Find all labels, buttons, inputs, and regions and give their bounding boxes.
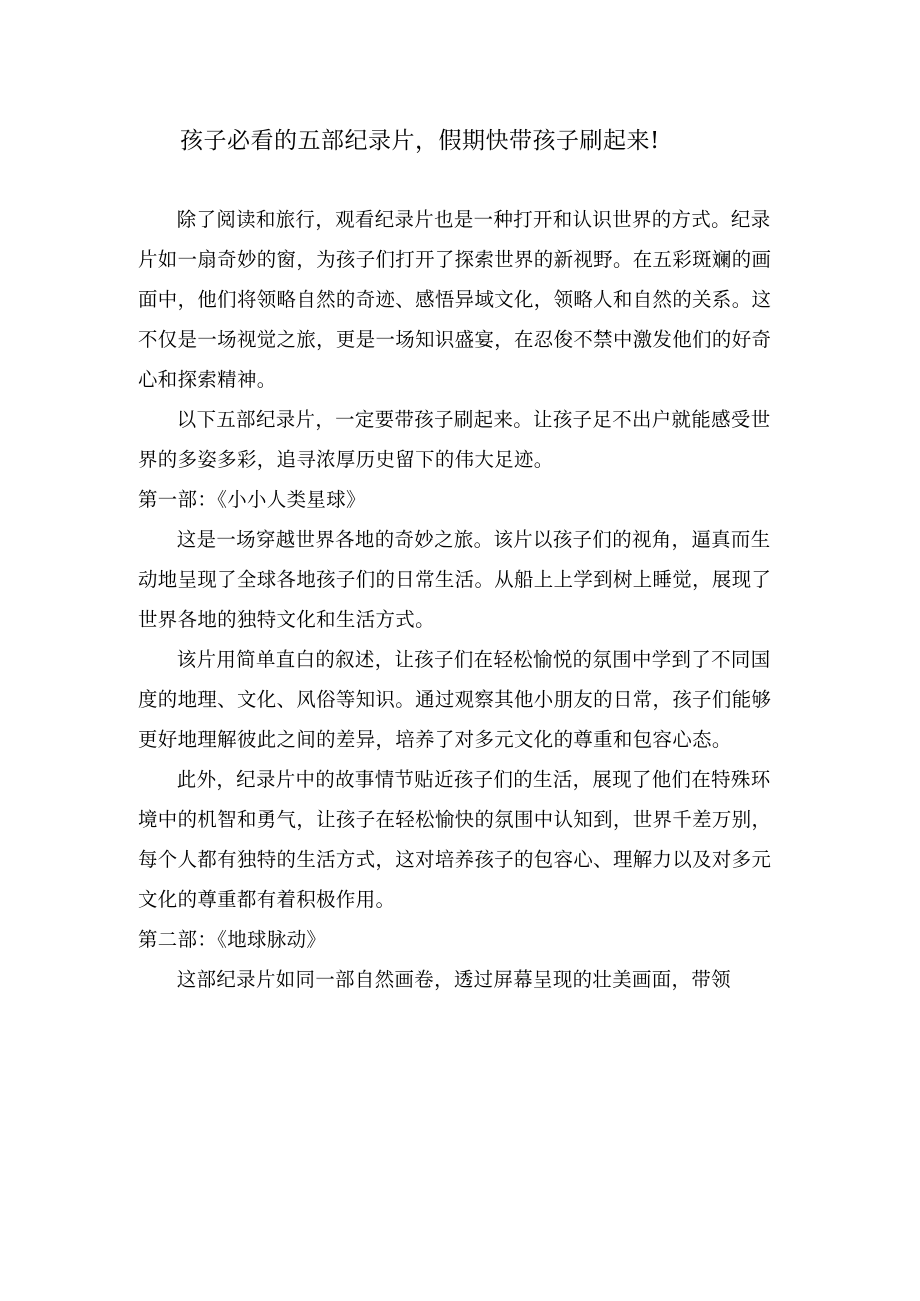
text-line: 除了阅读和旅行，观看纪录片也是一种打开和认识世界的方式。纪录 xyxy=(176,208,771,231)
document-body xyxy=(138,200,786,1000)
document-title: 孩子必看的五部纪录片，假期快带孩子刷起来! xyxy=(180,128,660,154)
intro-paragraph-1 xyxy=(138,200,786,400)
text-line: 世界各地的独特文化和生活方式。 xyxy=(138,608,435,631)
section-1-heading: 第一部：《小小人类星球》 xyxy=(138,488,366,511)
text-line: 界的多姿多彩，追寻浓厚历史留下的伟大足迹。 xyxy=(138,448,554,471)
text-line: 每个人都有独特的生活方式，这对培养孩子的包容心、理解力以及对多元 xyxy=(138,848,772,871)
text-line: 该片用简单直白的叙述，让孩子们在轻松愉悦的氛围中学到了不同国 xyxy=(176,648,771,671)
text-line: 境中的机智和勇气，让孩子在轻松愉快的氛围中认知到，世界千差万别， xyxy=(138,808,772,831)
section-1-paragraph-3 xyxy=(138,760,786,920)
text-line: 此外，纪录片中的故事情节贴近孩子们的生活，展现了他们在特殊环 xyxy=(176,768,771,791)
section-2-heading: 第二部：《地球脉动》 xyxy=(138,928,327,951)
intro-paragraph-2 xyxy=(138,400,786,480)
text-line: 动地呈现了全球各地孩子们的日常生活。从船上上学到树上睡觉，展现了 xyxy=(138,568,772,591)
text-line: 以下五部纪录片，一定要带孩子刷起来。让孩子足不出户就能感受世 xyxy=(176,408,771,431)
text-line: 这是一场穿越世界各地的奇妙之旅。该片以孩子们的视角，逼真而生 xyxy=(176,528,771,551)
text-line: 不仅是一场视觉之旅，更是一场知识盛宴，在忍俊不禁中激发他们的好奇 xyxy=(138,328,772,351)
section-1-paragraph-2 xyxy=(138,640,786,760)
text-line: 文化的尊重都有着积极作用。 xyxy=(138,888,396,911)
text-line: 片如一扇奇妙的窗，为孩子们打开了探索世界的新视野。在五彩斑斓的画 xyxy=(138,248,772,271)
text-line: 度的地理、文化、风俗等知识。通过观察其他小朋友的日常，孩子们能够 xyxy=(138,688,772,711)
text-line: 这部纪录片如同一部自然画卷，透过屏幕呈现的壮美画面，带领 xyxy=(176,968,731,991)
section-1-paragraph-1 xyxy=(138,520,786,640)
text-line: 更好地理解彼此之间的差异，培养了对多元文化的尊重和包容心态。 xyxy=(138,728,732,751)
text-line: 面中，他们将领略自然的奇迹、感悟异域文化，领略人和自然的关系。这 xyxy=(138,288,772,311)
text-line: 心和探索精神。 xyxy=(138,368,277,391)
section-2-paragraph-1 xyxy=(138,960,786,1000)
